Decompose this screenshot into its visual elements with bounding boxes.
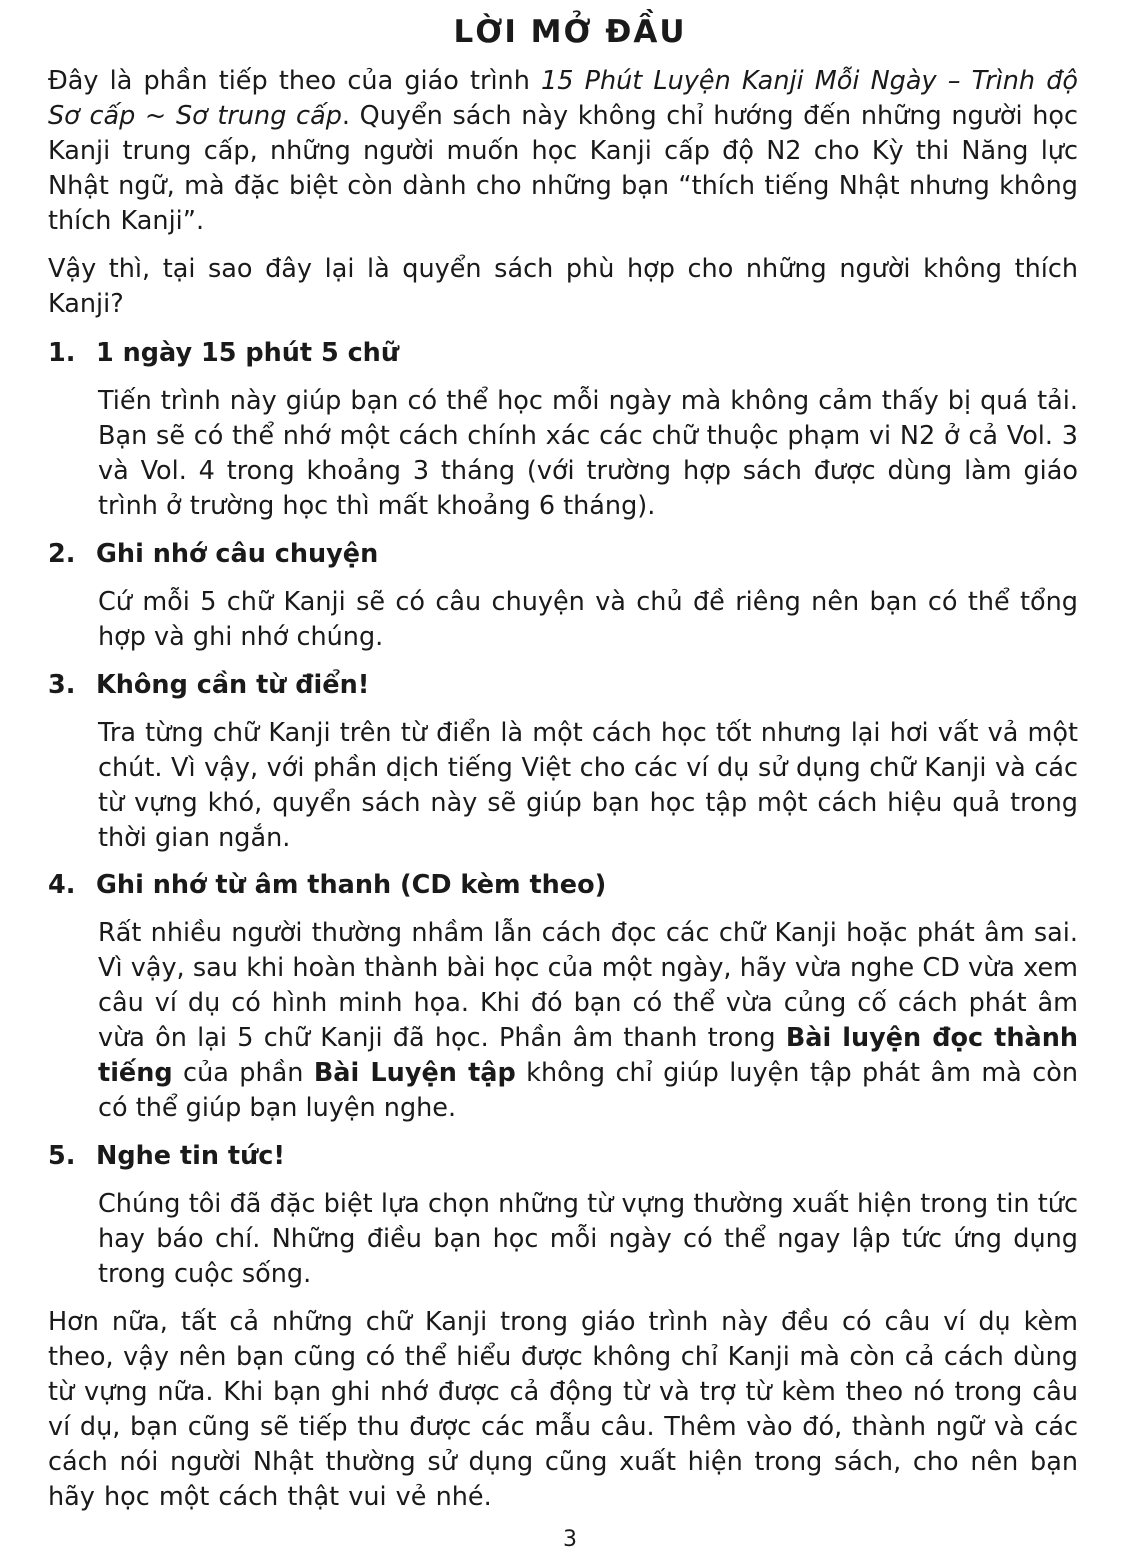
item-2-number: 2. <box>48 539 76 569</box>
item-5-title: Nghe tin tức! <box>96 1141 285 1171</box>
item-4-number: 4. <box>48 870 76 900</box>
item-5-number: 5. <box>48 1141 76 1171</box>
item-1-number: 1. <box>48 338 76 368</box>
item-2-title: Ghi nhớ câu chuyện <box>96 539 379 569</box>
item-5-heading <box>48 1139 285 1174</box>
book-title-italic: 15 Phút Luyện Kanji Mỗi Ngày – Trình độ Sơ cấp ~ Sơ trung cấp <box>48 66 1079 131</box>
item-2-body: Cứ mỗi 5 chữ Kanji sẽ có câu chuyện và chủ đề riêng nên bạn có thể tổng hợp và ghi nhớ chúng. <box>98 587 1078 652</box>
item-4-title: Ghi nhớ từ âm thanh (CD kèm theo) <box>96 870 607 900</box>
intro-paragraph-1 <box>48 64 1078 239</box>
item-3-body: Tra từng chữ Kanji trên từ điển là một cách học tốt nhưng lại hơi vất vả một chút. Vì vậy, với phần dịch tiếng Việt cho các ví dụ sử dụng chữ Kanji và các từ vựng khó, quyển sách này sẽ giúp bạn học tập một cách hiệu quả trong thời gian ngắn. <box>98 718 1078 853</box>
item-1-title: 1 ngày 15 phút 5 chữ <box>96 338 399 368</box>
item-4-text-b: của phần <box>172 1058 314 1088</box>
item-3-title: Không cần từ điển! <box>96 670 370 700</box>
item-4-text-a: Rất nhiều người thường nhầm lẫn cách đọc các chữ Kanji hoặc phát âm sai. Vì vậy, sau khi hoàn thành bài học của một ngày, hãy vừa nghe CD vừa xem câu ví dụ có hình minh họa. Khi đó bạn có thể vừa củng cố cách phát âm vừa ôn lại 5 chữ Kanji đã học. Phần âm thanh trong <box>98 918 1078 1053</box>
intro-text-b: . Quyển sách này không chỉ hướng đến những người học Kanji trung cấp, những người muốn học Kanji cấp độ N2 cho Kỳ thi Năng lực Nhật ngữ, mà đặc biệt còn dành cho những bạn “thích tiếng Nhật nhưng không thích Kanji”. <box>48 101 1078 236</box>
intro-text-a: Đây là phần tiếp theo của giáo trình <box>48 66 542 96</box>
item-4-body <box>98 916 1078 1126</box>
item-4-bold-1: Bài luyện đọc thành tiếng <box>98 1023 1078 1088</box>
item-3-heading <box>48 668 369 703</box>
item-4-text-c: không chỉ giúp luyện tập phát âm mà còn có thể giúp bạn luyện nghe. <box>98 1058 1079 1123</box>
item-3-number: 3. <box>48 670 76 700</box>
page-number: 3 <box>563 1527 577 1552</box>
closing-paragraph: Hơn nữa, tất cả những chữ Kanji trong giáo trình này đều có câu ví dụ kèm theo, vậy nên bạn cũng có thể hiểu được không chỉ Kanji mà còn cả cách dùng từ vựng nữa. Khi bạn ghi nhớ được cả động từ và trợ từ kèm theo nó trong câu ví dụ, bạn cũng sẽ tiếp thu được các mẫu câu. Thêm vào đó, thành ngữ và các cách nói người Nhật thường sử dụng cũng xuất hiện trong sách, cho nên bạn hãy học một cách thật vui vẻ nhé. <box>48 1307 1078 1512</box>
item-4-heading <box>48 868 606 903</box>
item-5-body: Chúng tôi đã đặc biệt lựa chọn những từ vựng thường xuất hiện trong tin tức hay báo chí. Những điều bạn học mỗi ngày có thể ngay lập tức ứng dụng trong cuộc sống. <box>98 1189 1078 1289</box>
item-1-heading <box>48 336 399 371</box>
page-title: LỜI MỞ ĐẦU <box>453 14 687 50</box>
item-2-heading <box>48 537 378 572</box>
item-4-bold-2: Bài Luyện tập <box>313 1058 516 1088</box>
item-1-body: Tiến trình này giúp bạn có thể học mỗi ngày mà không cảm thấy bị quá tải. Bạn sẽ có thể nhớ một cách chính xác các chữ thuộc phạm vi N2 ở cả Vol. 3 và Vol. 4 trong khoảng 3 tháng (với trường hợp sách được dùng làm giáo trình ở trường học thì mất khoảng 6 tháng). <box>98 386 1078 521</box>
intro-paragraph-2: Vậy thì, tại sao đây lại là quyển sách phù hợp cho những người không thích Kanji? <box>48 254 1078 319</box>
